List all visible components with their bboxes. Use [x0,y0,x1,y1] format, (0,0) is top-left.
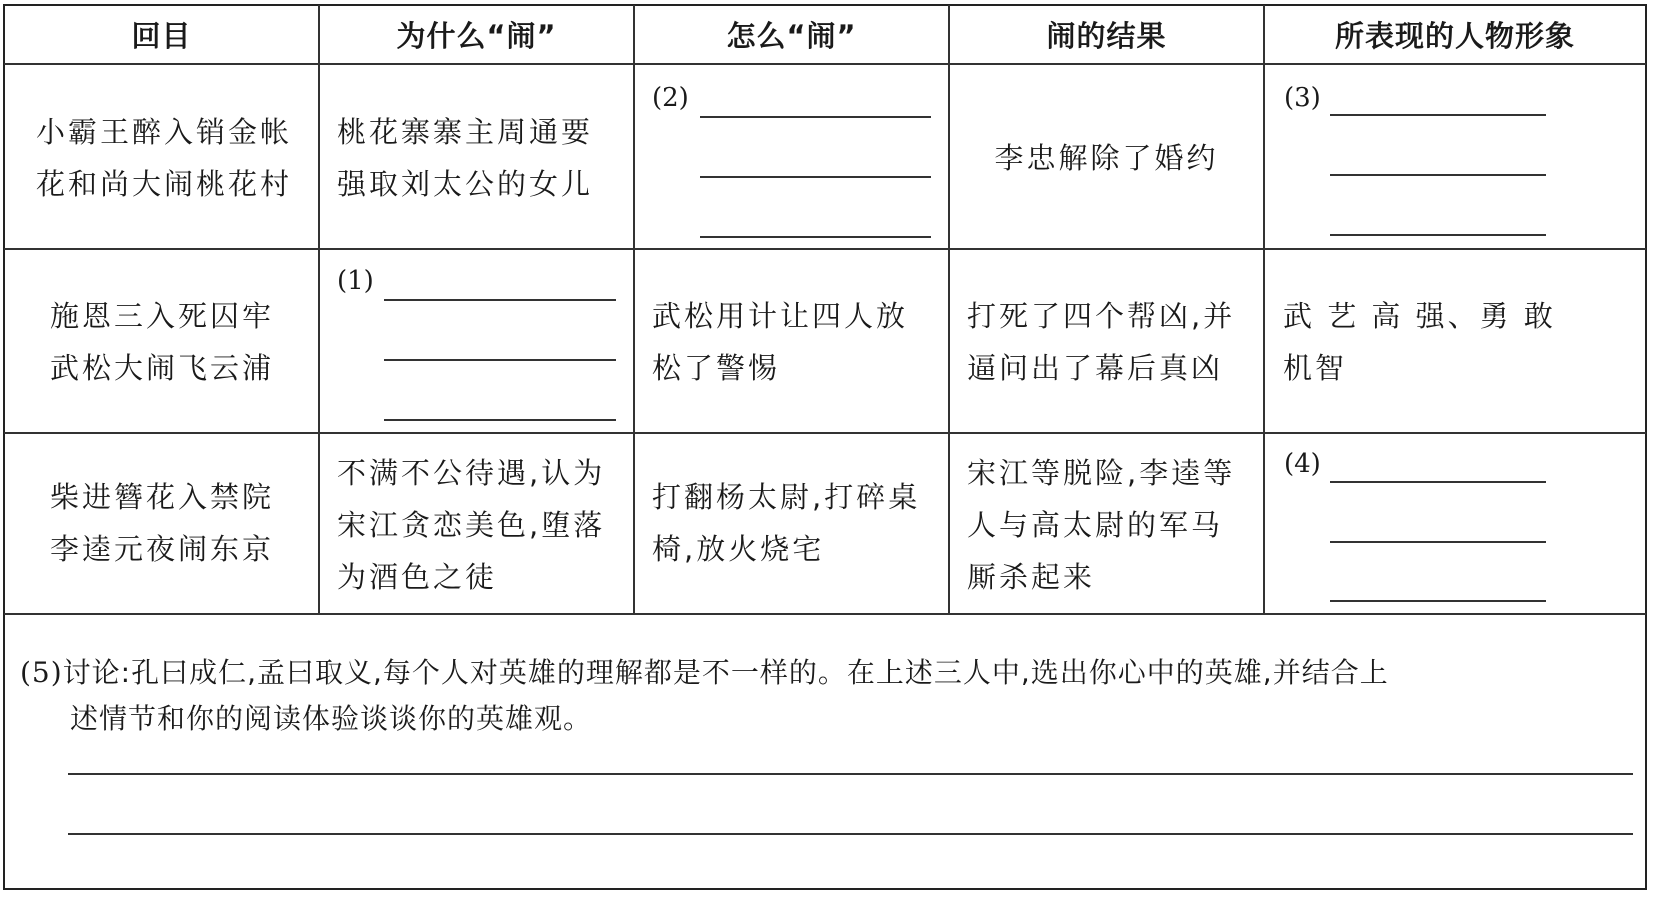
header-chapter: 回目 [131,18,192,53]
blank-1-line-3[interactable] [384,419,616,421]
discussion-line1 [20,650,1640,696]
answer-line-1[interactable] [68,773,1633,775]
row3-result-line1: 宋江等脱险,李逵等 [967,456,1236,490]
row2-image-line1: 武 艺 高 强、勇 敢 [1283,299,1556,333]
row3-chapter-line2: 李逵元夜闹东京 [50,532,275,566]
header-why: 为什么“闹” [396,18,557,53]
col-divider-3 [948,5,950,614]
discussion-number: (5) [20,656,63,689]
row3-why-line2: 宋江贪恋美色,堕落 [337,508,606,542]
row2-image-line2: 机智 [1283,351,1348,385]
blank-4-line-2[interactable] [1330,541,1546,543]
row3-why [337,447,631,603]
header-image: 所表现的人物形象 [1334,18,1575,53]
col-divider-2 [633,5,635,614]
row2-chapter-line2: 武松大闹飞云浦 [50,351,275,385]
row1-why [337,106,631,210]
col-divider-4 [1263,5,1265,614]
blank-3-line-3[interactable] [1330,234,1546,236]
blank-2-line-3[interactable] [700,236,931,238]
row1-chapter-line1: 小霸王醉入销金帐 [36,115,293,149]
row2-chapter-line1: 施恩三入死囚牢 [50,299,275,333]
blank-3-line-2[interactable] [1330,174,1546,176]
row1-result: 李忠解除了婚约 [994,141,1219,175]
row3-chapter [50,471,316,575]
row2-image [1283,290,1563,394]
row2-result [967,290,1261,394]
row1-why-line2: 强取刘太公的女儿 [337,167,594,201]
blank-4-line-3[interactable] [1330,600,1546,602]
blank-4-number: (4) [1284,449,1321,479]
row1-chapter [36,106,316,210]
row2-how-line2: 松了警惕 [652,351,781,385]
row3-result-line3: 厮杀起来 [967,560,1096,594]
discussion-prompt [20,650,1640,742]
row3-why-line3: 为酒色之徒 [337,560,498,594]
blank-1-number: (1) [337,266,374,296]
blank-2-line-2[interactable] [700,176,931,178]
row1-divider [4,248,1646,250]
header-result: 闹的结果 [1046,18,1167,53]
row3-why-line1: 不满不公待遇,认为 [337,456,606,490]
blank-1-line-1[interactable] [384,299,616,301]
row3-chapter-line1: 柴进簪花入禁院 [50,480,275,514]
discussion-text-1: 讨论:孔曰成仁,孟曰取义,每个人对英雄的理解都是不一样的。在上述三人中,选出你心中的英雄,并结合上 [62,656,1389,689]
row3-how [652,471,946,575]
row3-how-line1: 打翻杨太尉,打碎桌 [652,480,921,514]
row3-divider [4,613,1646,615]
row2-how-line1: 武松用计让四人放 [652,299,909,333]
row2-chapter [50,290,316,394]
blank-3-line-1[interactable] [1330,114,1546,116]
blank-4-line-1[interactable] [1330,481,1546,483]
answer-line-2[interactable] [68,833,1633,835]
blank-2-number: (2) [652,83,689,113]
row3-result-line2: 人与高太尉的军马 [967,508,1224,542]
blank-2-line-1[interactable] [700,116,931,118]
blank-3-number: (3) [1284,83,1321,113]
blank-1-line-2[interactable] [384,359,616,361]
header-how: 怎么“闹” [726,18,857,53]
row2-result-line1: 打死了四个帮凶,并 [967,299,1236,333]
row1-chapter-line2: 花和尚大闹桃花村 [36,167,293,201]
row2-divider [4,432,1646,434]
row3-result [967,447,1261,603]
row2-result-line2: 逼问出了幕后真凶 [967,351,1224,385]
row1-why-line1: 桃花寨寨主周通要 [337,115,594,149]
discussion-text-2: 述情节和你的阅读体验谈谈你的英雄观。 [70,702,593,735]
row2-how [652,290,946,394]
header-divider [4,63,1646,65]
col-divider-1 [318,5,320,614]
row3-how-line2: 椅,放火烧宅 [652,532,825,566]
